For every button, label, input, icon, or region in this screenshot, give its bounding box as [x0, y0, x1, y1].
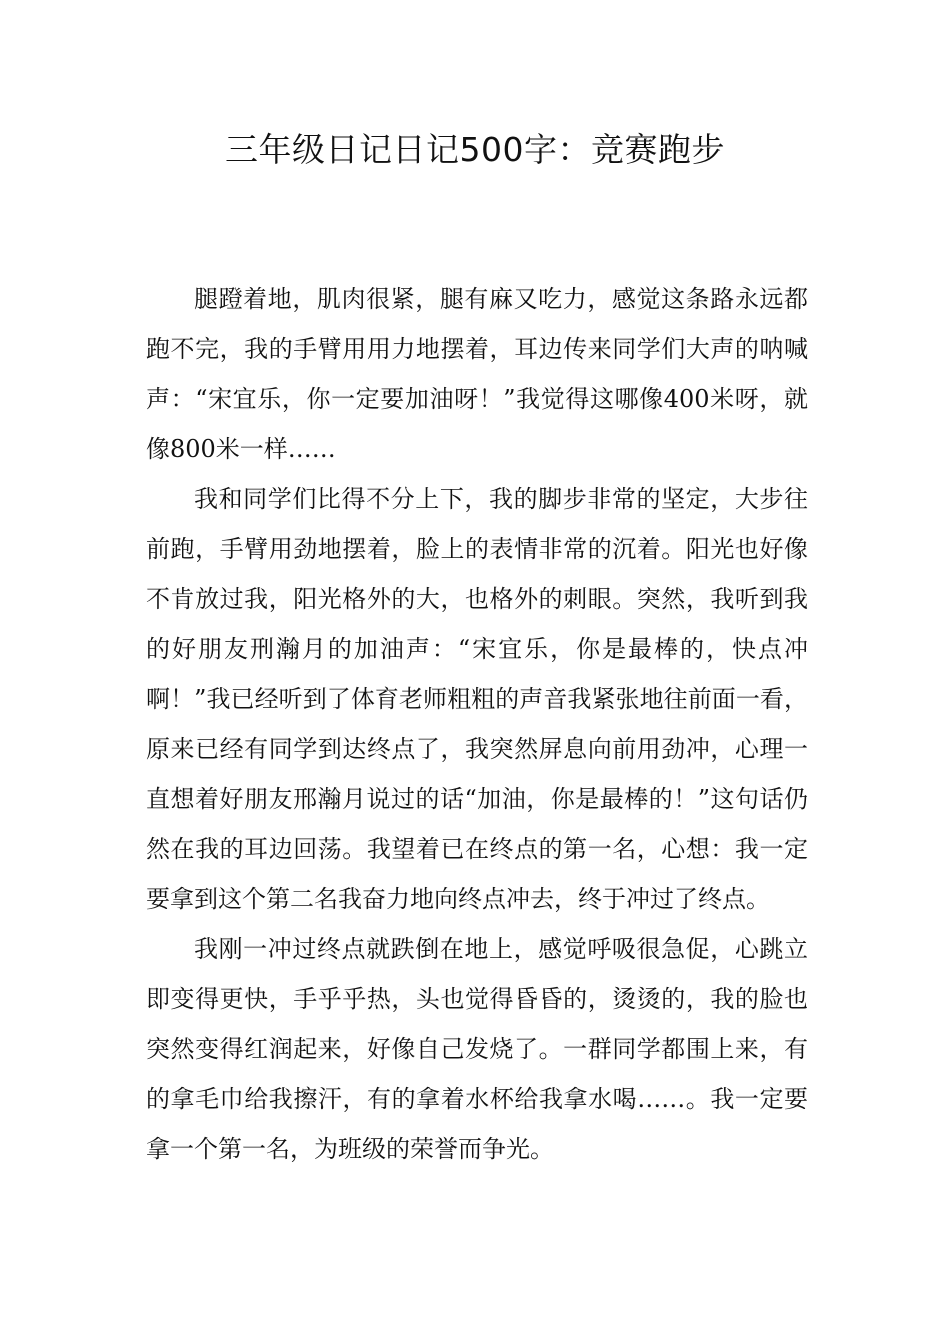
document-title: 三年级日记日记500字：竞赛跑步 [225, 130, 725, 169]
paragraph-1: 腿蹬着地，肌肉很紧，腿有麻又吃力，感觉这条路永远都跑不完，我的手臂用用力地摆着，耳边传来同学们大声的呐喊声：“宋宜乐，你一定要加油呀！”我觉得这哪像400米呀，就像800米一样…… [146, 285, 808, 463]
paragraph-3: 我刚一冲过终点就跌倒在地上，感觉呼吸很急促，心跳立即变得更快，手乎乎热，头也觉得昏昏的，烫烫的，我的脸也突然变得红润起来，好像自己发烧了。一群同学都围上来，有的拿毛巾给我擦汗，有的拿着水杯给我拿水喝……。我一定要拿一个第一名，为班级的荣誉而争光。 [146, 935, 808, 1163]
document-body [146, 274, 808, 1174]
paragraph-2: 我和同学们比得不分上下，我的脚步非常的坚定，大步往前跑，手臂用劲地摆着，脸上的表情非常的沉着。阳光也好像不肯放过我，阳光格外的大，也格外的刺眼。突然，我听到我的好朋友刑瀚月的加油声：“宋宜乐，你是最棒的，快点冲啊！”我已经听到了体育老师粗粗的声音我紧张地往前面一看，原来已经有同学到达终点了，我突然屏息向前用劲冲，心理一直想着好朋友邢瀚月说过的话“加油，你是最棒的！”这句话仍然在我的耳边回荡。我望着已在终点的第一名，心想：我一定要拿到这个第二名我奋力地向终点冲去，终于冲过了终点。 [146, 485, 808, 913]
